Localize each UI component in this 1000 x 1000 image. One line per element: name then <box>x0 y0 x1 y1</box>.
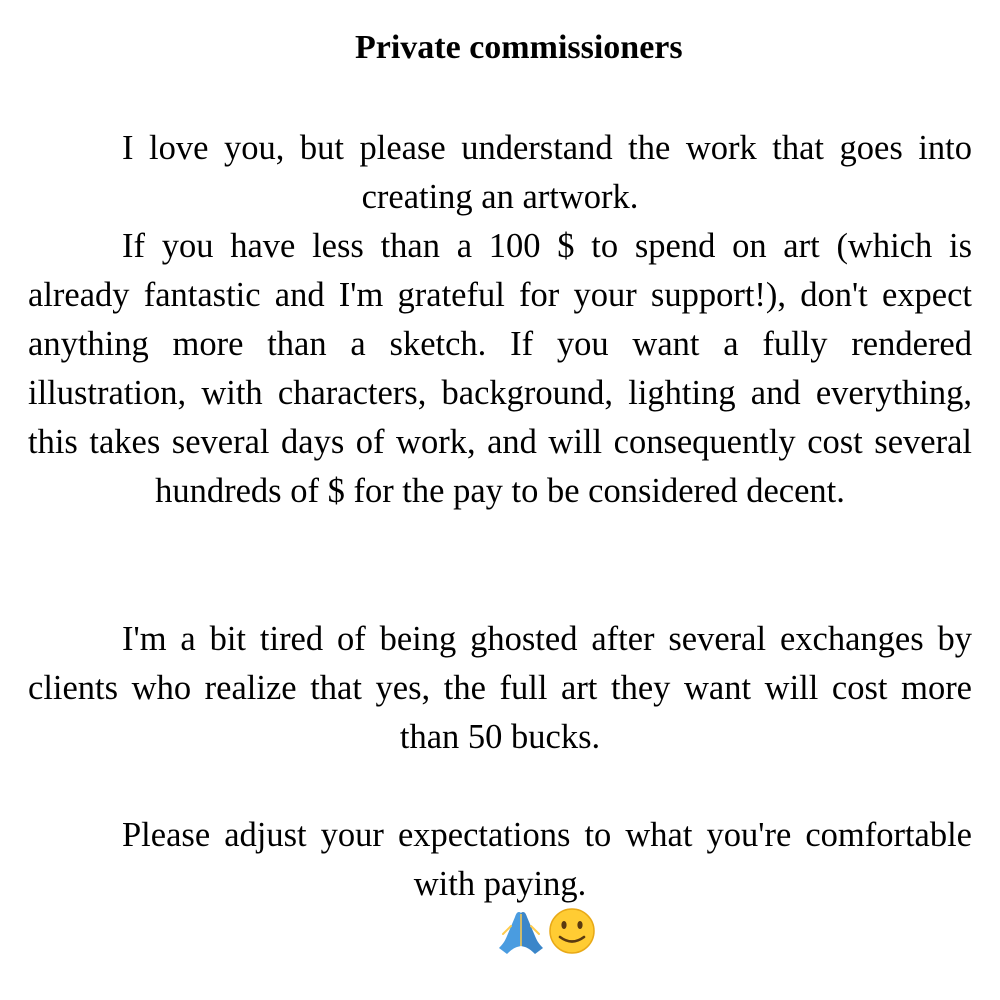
paragraph-4: Please adjust your expectations to what you're comfortable with paying. <box>122 816 972 903</box>
slightly-smiling-face-icon <box>550 909 594 953</box>
paragraph-1: I love you, but please understand the work that goes into creating an artwork. <box>122 129 972 216</box>
emoji-row <box>497 906 597 956</box>
folded-hands-icon <box>499 912 543 954</box>
paragraph-3: I'm a bit tired of being ghosted after several exchanges by clients who realize that yes, the full art they want will cost more than 50 bucks. <box>28 620 972 756</box>
paragraph-2: If you have less than a 100 $ to spend on art (which is already fantastic and I'm grateful for your support!), don't expect anything more than a sketch. If you want a fully rendered illustration, with characters, background, lighting and everything, this takes several days of work, and will consequently cost several hundreds of $ for the pay to be considered decent. <box>28 227 972 510</box>
document-title: Private commissioners <box>355 29 683 66</box>
